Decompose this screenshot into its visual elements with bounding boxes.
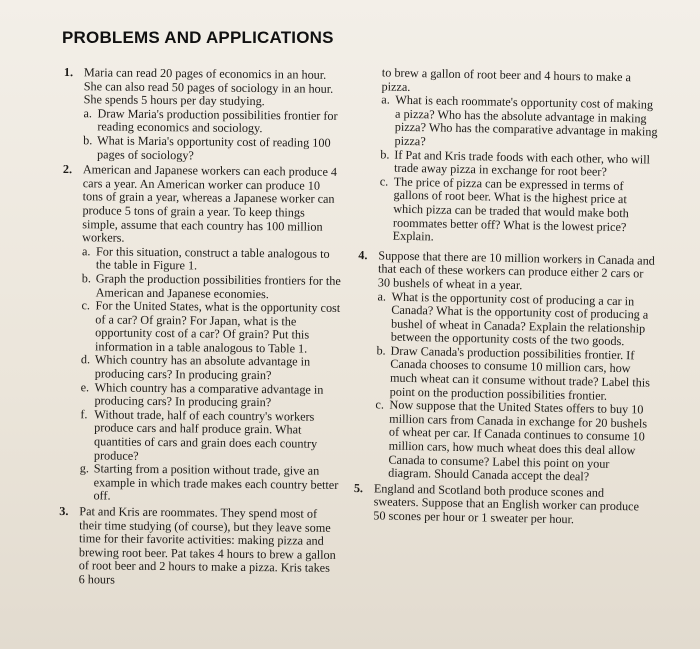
- problem-part: [80, 381, 340, 411]
- problem-part: [377, 290, 656, 350]
- part-text: What is each roommate's opportunity cost of making a pizza? Who has the absolute advantage in making pizza? Who has the comparative advantage in making pizza?: [394, 92, 658, 149]
- part-letter: b.: [83, 133, 93, 148]
- problem-1: [61, 66, 344, 164]
- part-letter: b.: [376, 343, 386, 358]
- part-letter: e.: [80, 379, 90, 394]
- part-letter: a.: [377, 288, 387, 304]
- problem-number: 2.: [62, 162, 73, 177]
- part-text: Draw Maria's production possibilities frontier for reading economics and sociology.: [97, 106, 338, 136]
- problem-part: [379, 175, 658, 248]
- part-text: Draw Canada's production possibilities frontier. If Canada chooses to consume 10 million cars, how much wheat can it consume without trade? Label this point on the production possibilities frontier.: [389, 343, 651, 403]
- problem-text: Suppose that there are 10 million workers in Canada and that each of these workers can produce either 2 cars or 30 bushels of wheat in a year.: [377, 248, 655, 293]
- part-letter: a.: [381, 92, 390, 107]
- part-text: Graph the production possibilities frontiers for the American and Japanese economies.: [95, 271, 341, 301]
- problem-part: [82, 272, 342, 302]
- problem-part: [81, 354, 341, 384]
- problem-part: [83, 134, 343, 164]
- part-letter: c.: [379, 174, 389, 189]
- part-text: The price of pizza can be expressed in terms of gallons of root beer. What is the highest price at which pizza can be traded that would make both roommates better off? What is the lowest price? Explain.: [392, 174, 629, 244]
- problem-part: [380, 94, 659, 154]
- right-column: [351, 66, 660, 530]
- problem-3: [57, 505, 340, 590]
- part-text: What is Maria's opportunity cost of reading 100 pages of sociology?: [97, 133, 331, 162]
- part-text: For the United States, what is the opportunity cost of a car? Of grain? For Japan, what is the opportunity cost of a car? Of grain? Put this information in a table analogous to Table 1.: [94, 298, 341, 356]
- part-text: Without trade, half of each country's workers produce cars and half produce grain. What quantities of cars and grain does each country produce?: [93, 407, 318, 463]
- problem-number: 3.: [59, 503, 69, 519]
- problem-4: [352, 249, 656, 486]
- problem-part: [374, 399, 654, 486]
- part-letter: d.: [80, 352, 91, 367]
- problem-part: [81, 299, 342, 356]
- part-text: Starting from a position without trade, give an example in which trade makes each country better off.: [93, 461, 339, 503]
- problem-text: Maria can read 20 pages of economics in an hour. She can also read 50 pages of sociology in an hour. She spends 5 hours per day studying.: [83, 65, 334, 109]
- part-letter: b.: [81, 271, 91, 286]
- left-column: [57, 66, 344, 591]
- problem-number: 4.: [358, 247, 368, 262]
- problem-number: 5.: [353, 480, 364, 495]
- problem-part: [83, 107, 343, 137]
- problem-5: [351, 482, 652, 529]
- problem-text: Pat and Kris are roommates. They spend most of their time studying (of course), but they leave some time for their favorite activities: making pizza and brewing root beer. Pat takes 4 hours to brew a gallon of root beer and 2 hours to make a pizza. Kris takes 6 hours: [78, 504, 336, 587]
- problem-part: [79, 462, 339, 506]
- problem-text: England and Scotland both produce scones and sweaters. Suppose that an English worker can produce 50 scones per hour or 1 sweater per hour.: [373, 481, 640, 527]
- part-text: For this situation, construct a table analogous to the table in Figure 1.: [95, 244, 330, 273]
- problem-2: [57, 163, 343, 506]
- part-letter: a.: [83, 106, 93, 121]
- part-text: What is the opportunity cost of producing a car in Canada? What is the opportunity cost of producing a bushel of wheat in Canada? Explain the relationship between the opportunity costs of the two goods.: [390, 289, 649, 349]
- problem-number: 1.: [63, 65, 74, 80]
- part-letter: c.: [375, 397, 385, 412]
- problem-part: [376, 344, 655, 404]
- part-letter: g.: [79, 461, 90, 476]
- part-text: Now suppose that the United States offers to buy 10 million cars from Canada in exchange for 20 bushels of wheat per car. If Canada continues to consume 10 million cars, how much wheat does this deal allow Canada to consume? Label this point on your diagram. Should Canada accept the deal?: [388, 397, 648, 484]
- part-letter: f.: [80, 407, 88, 422]
- part-letter: a.: [81, 243, 91, 259]
- problem-3-continuation: to brew a gallon of root beer and 4 hours to make a pizza.: [381, 65, 632, 94]
- part-text: Which country has an absolute advantage in producing cars? In producing grain?: [94, 352, 311, 383]
- part-letter: b.: [380, 146, 390, 162]
- part-letter: c.: [81, 298, 91, 313]
- part-text: If Pat and Kris trade foods with each other, who will trade away pizza in exchange for root beer?: [393, 147, 651, 179]
- problem-part: [82, 245, 342, 275]
- problem-text: American and Japanese workers can each produce 4 cars a year. An American worker can produce 10 tons of grain a year, whereas a Japanese worker can produce 5 tons of grain a year. To keep things simple, assume that each country has 100 million workers.: [82, 162, 338, 245]
- part-text: Which country has a comparative advantage in producing cars? In producing grain?: [94, 380, 324, 410]
- problem-part: [80, 408, 341, 465]
- section-heading: PROBLEMS AND APPLICATIONS: [62, 28, 334, 47]
